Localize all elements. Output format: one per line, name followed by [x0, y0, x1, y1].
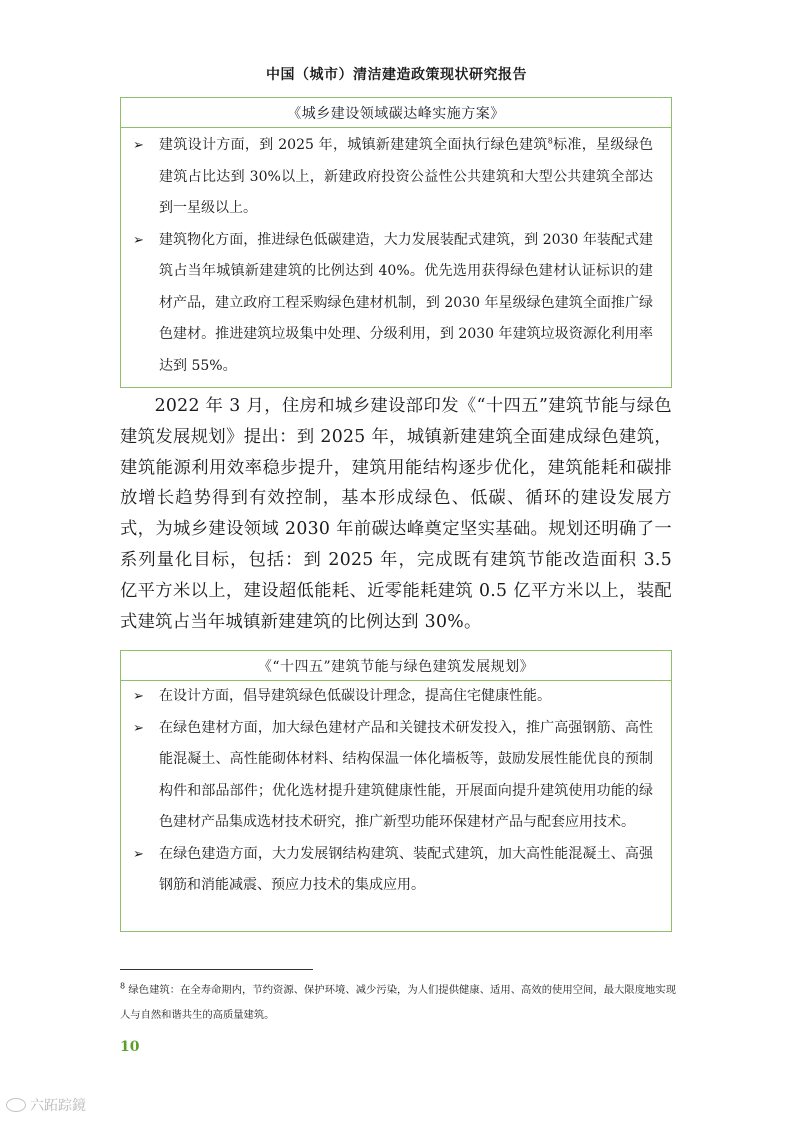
watermark-text: 六跖踪鏡: [30, 1098, 86, 1114]
footnote-divider: [120, 969, 313, 970]
bullet-text: 建筑物化方面，推进绿色低碳建造，大力发展装配式建筑，到 2030 年装配式建筑占当年城镇新建建筑的比例达到 40%。优先选用获得绿色建材认证标识的建材产品，建立政府工程采购绿色建材机制，到 2030 年星级绿色建筑全面推广绿色建材。推进建筑垃圾集中处理、分级利用，到 2030 年建筑垃圾资源化利用率达到 55%。: [159, 231, 653, 374]
policy-bullet-item: [121, 839, 671, 902]
report-header-title: 中国（城市）清洁建造政策现状研究报告: [266, 67, 527, 83]
arrow-bullet-icon: ➢: [133, 720, 144, 736]
bullet-text-after-footnote: 标准，星级绿色建筑占比达到 30%以上，新建政府投资公益性公共建筑和大型公共建筑全部达到一星级以上。: [159, 137, 653, 216]
policy-bullet-item: [121, 713, 671, 839]
bullet-text-before-footnote: 建筑设计方面，到 2025 年，城镇新建建筑全面执行绿色建筑: [159, 137, 548, 153]
arrow-bullet-icon: ➢: [133, 689, 144, 704]
policy-bullet-item: [121, 225, 671, 383]
policy-box-title: 《城乡建设领域碳达峰实施方案》: [121, 98, 671, 128]
arrow-bullet-icon: ➢: [133, 846, 144, 862]
body-paragraph: 2022 年 3 月，住房和城乡建设部印发《“十四五”建筑节能与绿色建筑发展规划》提出：到 2025 年，城镇新建建筑全面建成绿色建筑，建筑能源利用效率稳步提升，建筑用能结构逐步优化，建筑能耗和碳排放增长趋势得到有效控制，基本形成绿色、低碳、循环的建设发展方式，为城乡建设领域 2030 年前碳达峰奠定坚实基础。规划还明确了一系列量化目标，包括：到 2025 年，完成既有建筑节能改造面积 3.5 亿平方米以上，建设超低能耗、近零能耗建筑 0.5 亿平方米以上，装配式建筑占当年城镇新建建筑的比例达到 30%。: [120, 396, 672, 632]
footnote-reference[interactable]: 8: [547, 136, 553, 146]
arrow-bullet-icon: ➢: [133, 232, 144, 248]
policy-box-carbon-peak: [120, 97, 672, 388]
policy-box-title: 《“十四五”建筑节能与绿色建筑发展规划》: [121, 651, 671, 681]
bullet-text: 在绿色建造方面，大力发展钢结构建筑、装配式建筑，加大高性能混凝土、高强钢筋和消能减震、预应力技术的集成应用。: [159, 845, 653, 893]
footnote-marker: 8: [120, 981, 126, 991]
policy-bullet-item: [121, 130, 671, 225]
bullet-text: 在设计方面，倡导建筑绿色低碳设计理念，提高住宅健康性能。: [159, 688, 551, 704]
footnote-text: 绿色建筑：在全寿命期内，节约资源、保护环境、减少污染，为人们提供健康、适用、高效的使用空间，最大限度地实现人与自然和谐共生的高质量建筑。: [120, 984, 676, 1021]
policy-box-14th-five-year-plan: [120, 650, 672, 932]
arrow-bullet-icon: ➢: [133, 138, 144, 153]
footnote: [120, 978, 676, 1028]
bullet-text: 在绿色建材方面，加大绿色建材产品和关键技术研发投入，推广高强钢筋、高性能混凝土、高性能砌体材料、结构保温一体化墙板等，鼓励发展性能优良的预制构件和部品部件；优化选材提升建筑健康性能，开展面向提升建筑使用功能的绿色建材产品集成选材技术研究，推广新型功能环保建材产品与配套应用技术。: [159, 719, 653, 830]
page-number: 10: [120, 1039, 140, 1055]
watermark-logo-icon: [6, 1098, 26, 1112]
watermark: [6, 1095, 86, 1115]
policy-bullet-item: [121, 681, 671, 713]
